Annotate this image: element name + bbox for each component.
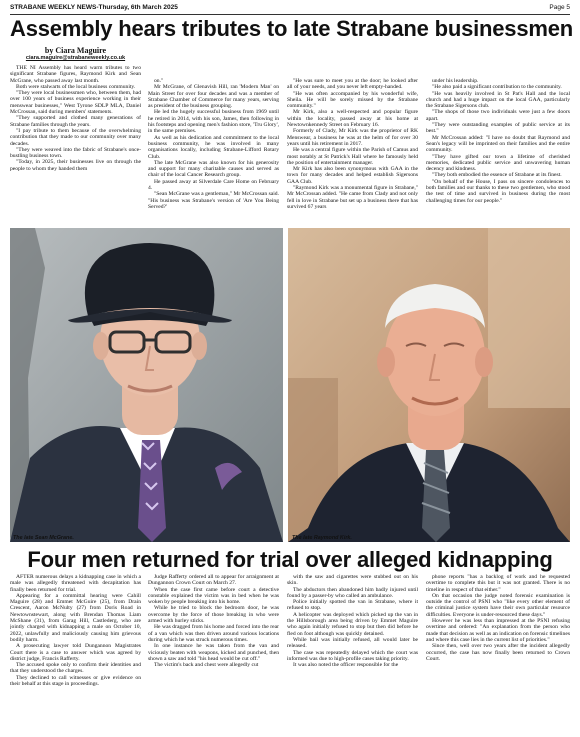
paragraph: Mr Kirk, also a well-respected and popular figure within the locality, passed away at his home at Newtownkennedy Street on February 16. — [287, 109, 418, 129]
paragraph: Mr McCrossan added: "I have no doubt that Raymond and Sean's legacy will be imprinted on their families and the entire community. — [426, 134, 570, 154]
photo-raymond-kirk — [288, 228, 570, 542]
paragraph: "Sean McGrane was a gentleman," Mr McCrossan said. "His business was Strabane's version of 'Are You Being Served?' — [148, 191, 279, 210]
story1-headline-text: Assembly hears tributes to late Strabane businessmen — [10, 16, 574, 41]
page-header — [10, 4, 570, 14]
paragraph: He passed away at Silverdale Care Home on February 4. — [148, 178, 279, 192]
paragraph: The case was repeatedly delayed which the court was informed was due to high-profile cases taking priority. — [287, 649, 418, 662]
paragraph: While he tried to block the bedroom door, he was overcome by the force of those breaking in who were armed with hurley sticks. — [148, 605, 279, 625]
story1-col2-body — [148, 78, 279, 210]
paragraph: While bail was initially refused, all would later be released. — [287, 636, 418, 650]
paragraph: A helicopter was deployed which picked up the van in the Hillsborough area being driven by Emmet Maguire who again initially refused to stop but then did before he fled on foot although was quickly detained. — [287, 611, 418, 637]
story1-col1-body — [10, 65, 141, 172]
story2-col3-body — [287, 574, 418, 668]
paragraph: The abductors then abandoned him badly injured until found by a passer-by who called an ambulance. — [287, 586, 418, 599]
paragraph: Formerly of Clady, Mr Kirk was the proprietor of RK Menswear, a business he was at the helm of for over 30 years until his retirement in 2017. — [287, 128, 418, 147]
paragraph: with the saw and cigarettes were stubbed out on his skin. — [287, 574, 418, 587]
paragraph: When the case first came before court a detective constable explained the victim was in bed when he was woken by people breaking into his home. — [148, 586, 279, 606]
paragraph: Since then, well over two years after the incident allegedly occurred, the case has now finally been returned to Crown Court. — [426, 643, 570, 662]
paragraph: As well as his dedication and commitment to the local business community, he was involved in many organisations locally, including Strabane-Lifford Rotary Club. — [148, 134, 279, 160]
paragraph: Appearing for a committal hearing were Cahill Maguire (28) and Emmet McGuire (25), from Drain Crescent, Aaron McNulty (27) from Doris Road in Newtownstewart, along with Brendan Thomas Liam McShane (31), from Garag Hill, Castlederg, who are jointly charged with kidnapping a male on October 10, 2022, unlawfully and maliciously causing him grievous bodily harm. — [10, 592, 141, 643]
paragraph: "He also paid a significant contribution to the community. — [432, 84, 562, 91]
paragraph: "Today, in 2025, their businesses live on through the people to whom they handed them — [10, 159, 141, 172]
story2-column-3 — [287, 574, 418, 736]
paragraph: "Raymond Kirk was a monumental figure in Strabane," Mr McCrossan added. "He came from Clady and not only fell in love in Strabane but set up a business there that has survived 67 years — [287, 185, 418, 210]
paragraph: "They were weaved into the fabric of Strabane's once-bustling business town. — [10, 146, 141, 160]
story2-column-2 — [148, 574, 279, 736]
paragraph: In one instance he was taken from the van and viciously beaten with weapons, kicked and punched, then shown a saw and told "his head would be cut off." — [148, 643, 279, 662]
byline: by Ciara Maguire — [44, 46, 107, 55]
header-rule — [10, 14, 570, 15]
portrait-illustration-left — [10, 228, 283, 542]
paragraph: "He was often accompanied by his wonderful wife, Sheila. He will be sorely missed by the Strabane community." — [287, 90, 418, 110]
paragraph: "They were outstanding examples of public service at its best." — [426, 122, 570, 135]
paragraph: "They have gifted our town a lifetime of cherished memories, dedicated public service and unwavering human decency and kindness. — [426, 153, 570, 173]
paragraph: Police initially spotted the van in Strabane, where it refused to stop. — [287, 599, 418, 612]
paragraph: on." — [154, 78, 164, 84]
story1-column-1 — [10, 46, 141, 256]
paragraph: "They were local businessmen who, between them, had over 100 years of business experience working in their menswear businesses," West Tyrone SDLP MLA, Daniel McCrossan, said during members' statements. — [10, 90, 141, 116]
paragraph: It was also noted the officer responsible for the — [293, 662, 399, 669]
story2-headline-text: Four men returned for trial over alleged kidnapping — [27, 547, 553, 572]
paragraph: "The shops of those two individuals were just a few doors apart. — [426, 109, 570, 122]
paragraph: Judge Rafferty ordered all to appear for arraignment at Dungannon Crown Court on March 27. — [148, 574, 279, 587]
story2-column-1 — [10, 574, 141, 736]
story1-headline — [10, 16, 574, 42]
story2-headline — [10, 547, 570, 573]
caption-sean-mcgrane: The late Sean McGrane. — [13, 535, 74, 541]
paragraph: phone reports "has a backlog of work and he requested overtime to complete this but it was not granted. There is no timeline in respect of that either." — [426, 574, 570, 593]
paragraph: The late McGrane was also known for his generosity and support for many charitable causes and served as chair of the local Cancer Research group. — [148, 159, 279, 179]
paragraph: On that occasion the judge noted forensic examination is outside the control of PSNI who "like every other element of the criminal justice system have their own particular resource difficulties. Everyone is under-resourced these days." — [426, 592, 570, 618]
header-publication: STRABANE WEEKLY NEWS-Thursday, 6th March 2025 — [10, 4, 178, 11]
paragraph: He was a central figure within the Parish of Camus and most notably at St Patrick's Hall where he famously held the position of entertainment manager. — [287, 147, 418, 166]
story2-col4-body — [426, 574, 570, 662]
story2-col1-body — [10, 574, 141, 687]
paragraph: "I pay tribute to them because of the overwhelming contribution that they made to our community over many decades. — [10, 127, 141, 147]
caption-raymond-kirk: The late Raymond Kirk. — [292, 535, 352, 541]
paragraph: under his leadership. — [432, 78, 479, 84]
paragraph: "He was heavily involved in St Pat's Hall and the local church and had a huge impact on the local GAA, particularly the Strabane Sigersons club. — [426, 90, 570, 110]
paragraph: He was dragged from his home and forced into the rear of a van which was then driven around various locations during which he was struck numerous times. — [148, 624, 279, 643]
photo-sean-mcgrane — [10, 228, 283, 542]
paragraph: He led the hugely successful business from 1969 until he retired in 2014, with his son, James, then following in his footsteps and opening men's fashion store, 'Tru Glory', in the same premises. — [148, 109, 279, 135]
paragraph: A prosecuting lawyer told Dungannon Magistrates Court there is a case to answer which was agreed by district judge, Francis Rafferty. — [10, 643, 141, 662]
paragraph: AFTER numerous delays a kidnapping case in which a male was allegedly threatened with decapitation has finally been returned for trial. — [10, 574, 141, 593]
portrait-illustration-right — [288, 228, 570, 542]
paragraph: "They both embodied the essence of Strabane at its finest. — [432, 172, 562, 179]
header-page-number: Page 5 — [549, 4, 570, 11]
paragraph: THE NI Assembly has heard warm tributes to two significant Strabane figures, Raymond Kirk and Sean McGrane, who passed away last month. — [10, 65, 141, 84]
paragraph: Mr McGrane, of Glenavish Hill, ran 'Modern Man' on Main Street for over four decades and was a member of Strabane Chamber of Commerce for many years, serving as president of the business grouping. — [148, 84, 279, 110]
paragraph: They declined to call witnesses or give evidence on their behalf at this stage in proceedings. — [10, 674, 141, 688]
paragraph: The accused spoke only to confirm their identities and that they understood the charges. — [10, 662, 141, 675]
paragraph: Mr Kirk has also been synonymous with GAA in the town for many decades and helped establish Sigersons GAA Club. — [287, 166, 418, 185]
paragraph: The victim's back and chest were allegedly cut — [154, 662, 259, 669]
paragraph: "They supported and clothed many generations of Strabane families through the years. — [10, 115, 141, 128]
paragraph: "On behalf of the House, I pass on sincere condolences to both families and our thanks to these two gentlemen, who stood the test of time and survived in business during the most challenging times for our people." — [426, 178, 570, 204]
paragraph: However he was less than impressed at the PSNI refusing overtime and ordered: "An explanation from the person who made that decision as well as an indication on forensic timelines and where this case lies in the current list of priorities." — [426, 618, 570, 643]
story2-column-4 — [426, 574, 570, 736]
paragraph: "He was sure to meet you at the door; he looked after all of your needs, and you never left empty-handed. — [287, 78, 418, 91]
paragraph: Both were stalwarts of the local business community. — [16, 83, 136, 90]
story1-col3-body — [287, 78, 418, 210]
byline-email[interactable]: ciara.maguire@strabaneweekly.co.uk — [25, 55, 126, 61]
story2-col2-body — [148, 574, 279, 668]
story1-col4-body — [426, 78, 570, 204]
